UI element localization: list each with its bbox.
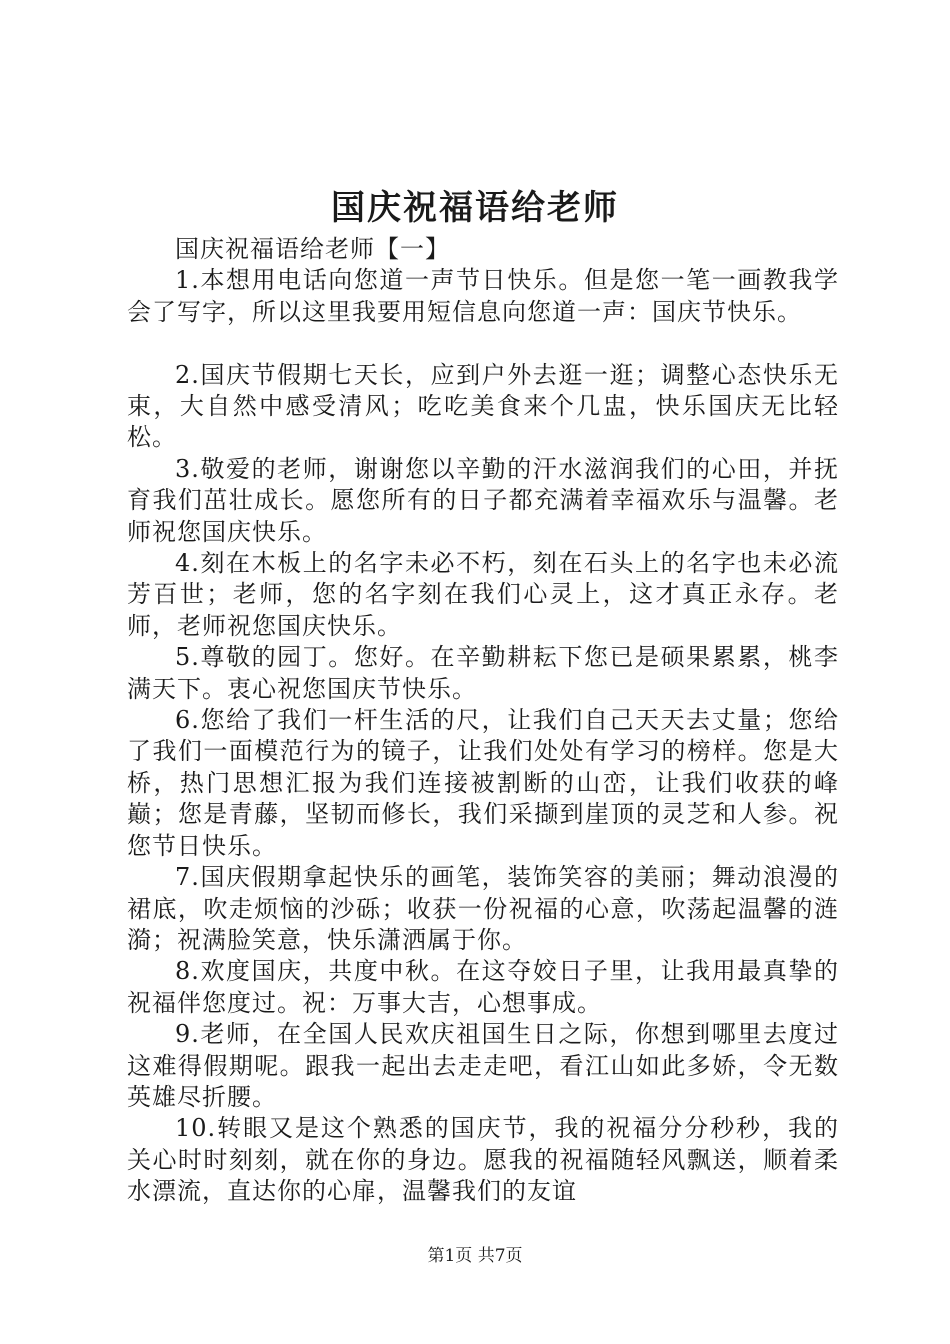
paragraph-5: 5.尊敬的园丁。您好。在辛勤耕耘下您已是硕果累累，桃李满天下。衷心祝您国庆节快乐。: [127, 643, 839, 703]
paragraph-2: 2.国庆节假期七天长，应到户外去逛一逛；调整心态快乐无束，大自然中感受清风；吃吃美食来个几盅，快乐国庆无比轻松。: [127, 360, 839, 452]
paragraph-9: 9.老师，在全国人民欢庆祖国生日之际，你想到哪里去度过这难得假期呢。跟我一起出去走走吧，看江山如此多娇，令无数英雄尽折腰。: [127, 1020, 839, 1111]
paragraph-3: 3.敬爱的老师，谢谢您以辛勤的汗水滋润我们的心田，并抚育我们茁壮成长。愿您所有的日子都充满着幸福欢乐与温馨。老师祝您国庆快乐。: [127, 454, 839, 546]
paragraph-7: 7.国庆假期拿起快乐的画笔，装饰笑容的美丽；舞动浪漫的裙底，吹走烦恼的沙砾；收获一份祝福的心意，吹荡起温馨的涟漪；祝满脸笑意，快乐潇洒属于你。: [127, 863, 839, 954]
section-heading: 国庆祝福语给老师【一】: [175, 235, 450, 263]
document-body: [127, 234, 839, 1208]
page-footer: 第1页 共7页: [427, 1246, 523, 1266]
document-title: 国庆祝福语给老师: [331, 188, 619, 228]
paragraph-8: 8.欢度国庆，共度中秋。在这夺姣日子里，让我用最真挚的祝福伴您度过。祝：万事大吉，心想事成。: [127, 957, 839, 1017]
paragraph-1: 1.本想用电话向您道一声节日快乐。但是您一笔一画教我学会了写字，所以这里我要用短信息向您道一声：国庆节快乐。: [127, 266, 839, 326]
paragraph-6: 6.您给了我们一杆生活的尺，让我们自己天天去丈量；您给了我们一面模范行为的镜子，让我们处处有学习的榜样。您是大桥，热门思想汇报为我们连接被割断的山峦，让我们收获的峰巅；您是青藤，坚韧而修长，我们采撷到崖顶的灵芝和人参。祝您节日快乐。: [127, 706, 839, 860]
paragraph-10: 10.转眼又是这个熟悉的国庆节，我的祝福分分秒秒，我的关心时时刻刻，就在你的身边。愿我的祝福随轻风飘送，顺着柔水漂流，直达你的心扉，温馨我们的友谊: [127, 1114, 839, 1206]
paragraph-4: 4.刻在木板上的名字未必不朽，刻在石头上的名字也未必流芳百世；老师，您的名字刻在我们心灵上，这才真正永存。老师，老师祝您国庆快乐。: [127, 549, 839, 640]
